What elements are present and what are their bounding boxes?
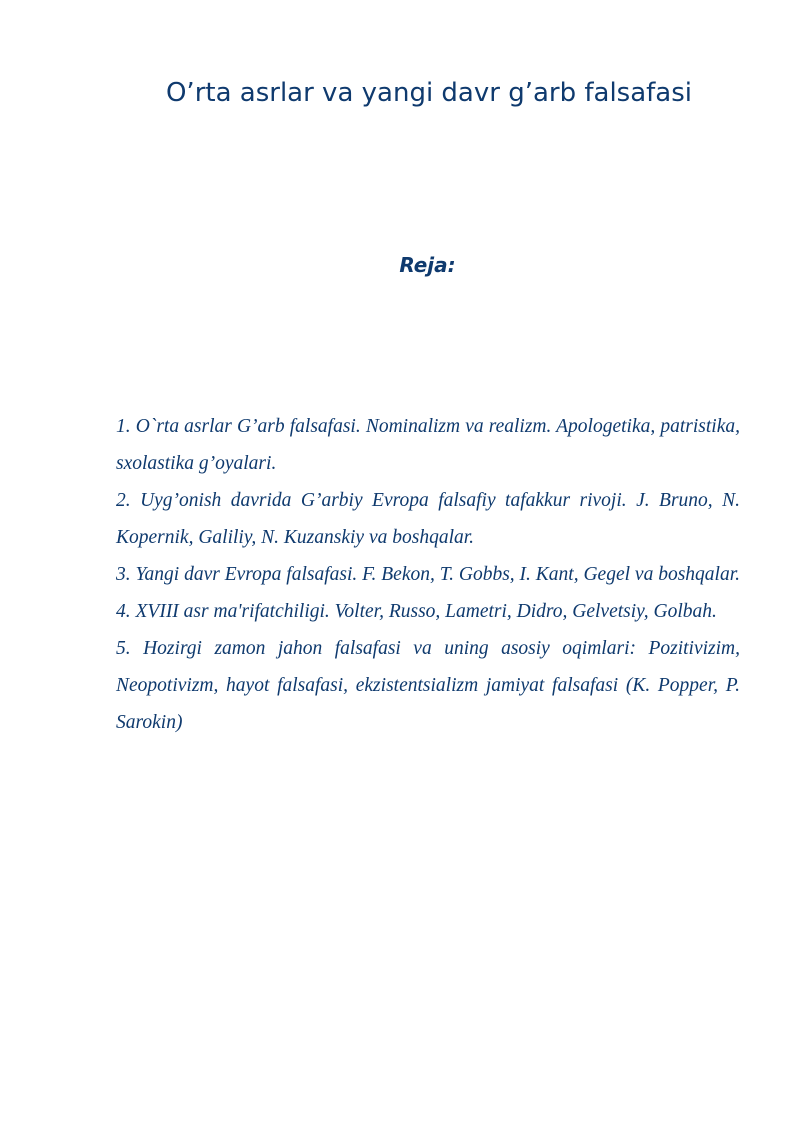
plan-item-2: 2. Uyg’onish davrida G’arbiy Evropa falsafiy tafakkur rivoji. J. Bruno, N. Kopernik, Galiliy, N. Kuzanskiy va boshqalar. [116, 490, 740, 548]
plan-item-5: 5. Hozirgi zamon jahon falsafasi va uning asosiy oqimlari: Pozitivizim, Neopotivizm, hayot falsafasi, ekzistentsializm jamiyat falsafasi (K. Popper, P. Sarokin) [116, 638, 740, 733]
plan-item-1: 1. O`rta asrlar G’arb falsafasi. Nominalizm va realizm. Apologetika, patristika, sxolastika g’oyalari. [116, 416, 740, 474]
plan-list [116, 408, 740, 741]
plan-heading: Reja: [399, 253, 456, 277]
document-title: O’rta asrlar va yangi davr g’arb falsafasi [165, 78, 693, 108]
plan-item-4: 4. XVIII asr ma'rifatchiligi. Volter, Russo, Lametri, Didro, Gelvetsiy, Golbah. [116, 601, 717, 622]
plan-item-3: 3. Yangi davr Evropa falsafasi. F. Bekon, T. Gobbs, I. Kant, Gegel va boshqalar. [116, 564, 740, 585]
